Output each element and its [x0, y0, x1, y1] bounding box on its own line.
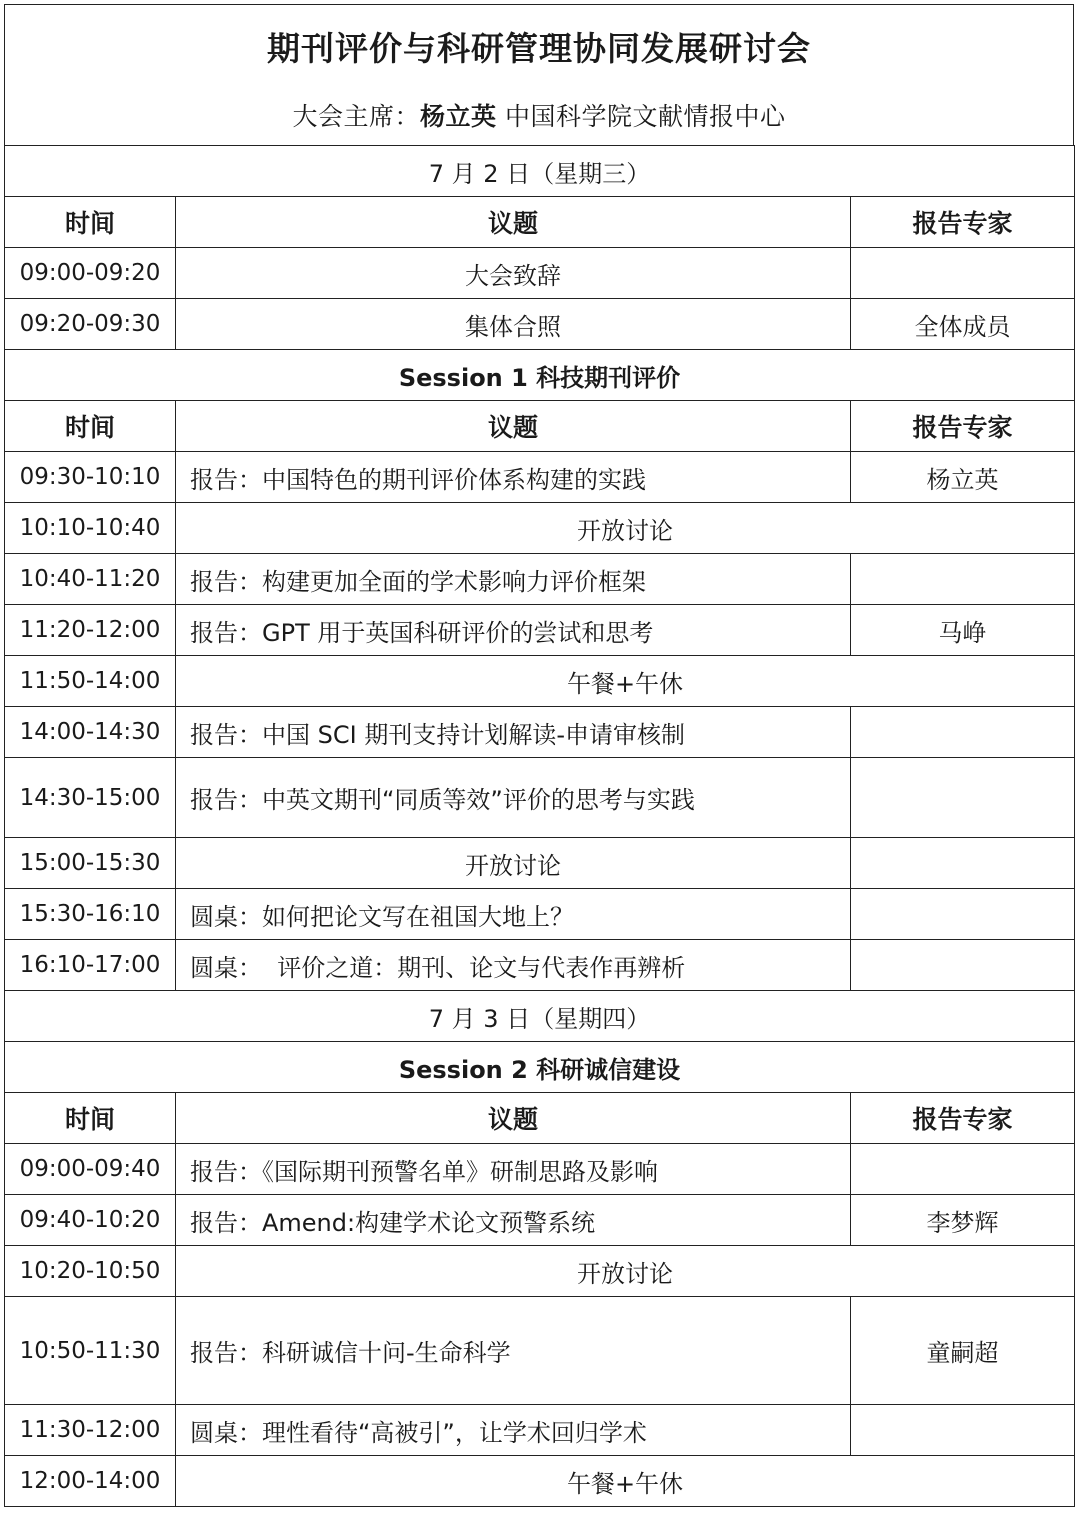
col-topic-header: 议题	[176, 197, 851, 248]
agenda-sheet	[4, 4, 1074, 1507]
session-title: Session 2 科研诚信建设	[5, 1042, 1075, 1093]
row-speaker: 马峥	[851, 605, 1075, 656]
page-title: 期刊评价与科研管理协同发展研讨会	[267, 29, 811, 68]
row-topic: 午餐+午休	[176, 1456, 1075, 1507]
table-row	[5, 554, 1075, 605]
row-speaker	[851, 248, 1075, 299]
row-time: 15:30-16:10	[5, 889, 176, 940]
col-time-header: 时间	[5, 401, 176, 452]
row-time: 14:00-14:30	[5, 707, 176, 758]
chair-name: 杨立英	[420, 102, 497, 131]
row-speaker: 杨立英	[851, 452, 1075, 503]
table-row	[5, 656, 1075, 707]
day2-date-row	[5, 991, 1075, 1042]
row-topic: 报告：Amend:构建学术论文预警系统	[176, 1195, 851, 1246]
session-row	[5, 350, 1075, 401]
row-time: 09:30-10:10	[5, 452, 176, 503]
row-time: 10:20-10:50	[5, 1246, 176, 1297]
session-row	[5, 1042, 1075, 1093]
table-row	[5, 1405, 1075, 1456]
row-topic: 开放讨论	[176, 1246, 1075, 1297]
column-header-row	[5, 1093, 1075, 1144]
table-row	[5, 299, 1075, 350]
row-topic: 报告：科研诚信十问-生命科学	[176, 1297, 851, 1405]
row-speaker	[851, 838, 1075, 889]
day1-date: 7 月 2 日（星期三）	[5, 146, 1075, 197]
row-time: 11:30-12:00	[5, 1405, 176, 1456]
row-time: 09:00-09:20	[5, 248, 176, 299]
row-time: 14:30-15:00	[5, 758, 176, 838]
row-speaker	[851, 758, 1075, 838]
row-topic: 报告：中国 SCI 期刊支持计划解读-申请审核制	[176, 707, 851, 758]
row-speaker	[851, 1144, 1075, 1195]
table-row	[5, 1144, 1075, 1195]
table-row	[5, 758, 1075, 838]
chair-label: 大会主席：	[292, 102, 421, 131]
row-time: 09:40-10:20	[5, 1195, 176, 1246]
row-topic: 开放讨论	[176, 503, 1075, 554]
row-speaker: 李梦辉	[851, 1195, 1075, 1246]
row-topic: 大会致辞	[176, 248, 851, 299]
chair-affiliation: 中国科学院文献情报中心	[504, 102, 786, 131]
table-row	[5, 452, 1075, 503]
row-topic: 集体合照	[176, 299, 851, 350]
row-topic: 报告：GPT 用于英国科研评价的尝试和思考	[176, 605, 851, 656]
row-topic: 圆桌：理性看待“高被引”，让学术回归学术	[176, 1405, 851, 1456]
row-speaker	[851, 1405, 1075, 1456]
row-time: 10:50-11:30	[5, 1297, 176, 1405]
day2-date: 7 月 3 日（星期四）	[5, 991, 1075, 1042]
col-speaker-header: 报告专家	[851, 197, 1075, 248]
table-row	[5, 1195, 1075, 1246]
row-topic: 圆桌：如何把论文写在祖国大地上？	[176, 889, 851, 940]
agenda-table	[4, 145, 1075, 1507]
row-time: 10:10-10:40	[5, 503, 176, 554]
chair-line	[5, 97, 1073, 133]
row-time: 11:50-14:00	[5, 656, 176, 707]
row-topic: 圆桌： 评价之道：期刊、论文与代表作再辨析	[176, 940, 851, 991]
col-topic-header: 议题	[176, 1093, 851, 1144]
column-header-row	[5, 401, 1075, 452]
table-row	[5, 605, 1075, 656]
col-topic-header: 议题	[176, 401, 851, 452]
row-topic: 午餐+午休	[176, 656, 1075, 707]
row-topic: 报告：《国际期刊预警名单》研制思路及影响	[176, 1144, 851, 1195]
row-speaker	[851, 554, 1075, 605]
row-speaker: 童嗣超	[851, 1297, 1075, 1405]
row-time: 15:00-15:30	[5, 838, 176, 889]
row-time: 09:20-09:30	[5, 299, 176, 350]
row-speaker	[851, 940, 1075, 991]
column-header-row	[5, 197, 1075, 248]
row-topic: 报告：构建更加全面的学术影响力评价框架	[176, 554, 851, 605]
table-row	[5, 940, 1075, 991]
row-time: 16:10-17:00	[5, 940, 176, 991]
agenda-header	[4, 4, 1074, 145]
table-row	[5, 838, 1075, 889]
table-row	[5, 503, 1075, 554]
row-topic: 开放讨论	[176, 838, 851, 889]
table-row	[5, 1246, 1075, 1297]
table-row	[5, 1456, 1075, 1507]
row-time: 09:00-09:40	[5, 1144, 176, 1195]
row-speaker	[851, 707, 1075, 758]
row-time: 11:20-12:00	[5, 605, 176, 656]
row-topic: 报告：中英文期刊“同质等效”评价的思考与实践	[176, 758, 851, 838]
table-row	[5, 1297, 1075, 1405]
col-time-header: 时间	[5, 197, 176, 248]
col-speaker-header: 报告专家	[851, 1093, 1075, 1144]
row-time: 12:00-14:00	[5, 1456, 176, 1507]
col-time-header: 时间	[5, 1093, 176, 1144]
row-topic: 报告：中国特色的期刊评价体系构建的实践	[176, 452, 851, 503]
table-row	[5, 248, 1075, 299]
table-row	[5, 707, 1075, 758]
table-row	[5, 889, 1075, 940]
day1-date-row	[5, 146, 1075, 197]
row-speaker	[851, 889, 1075, 940]
session-title: Session 1 科技期刊评价	[5, 350, 1075, 401]
row-speaker: 全体成员	[851, 299, 1075, 350]
row-time: 10:40-11:20	[5, 554, 176, 605]
col-speaker-header: 报告专家	[851, 401, 1075, 452]
